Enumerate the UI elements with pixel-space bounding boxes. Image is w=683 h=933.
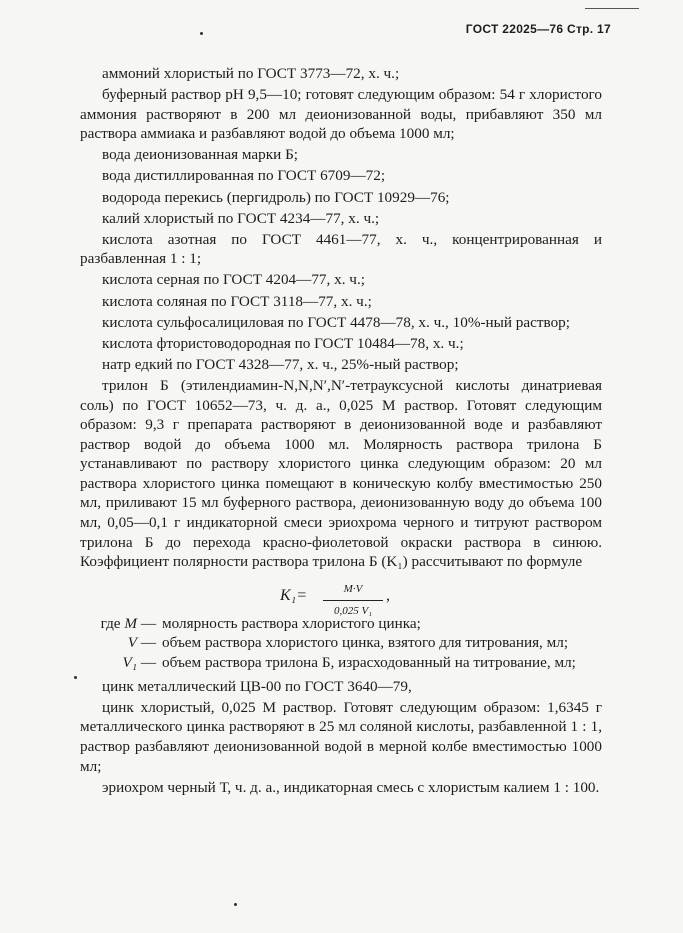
paragraph: кислота фтористоводородная по ГОСТ 10484—78, х. ч.; <box>102 334 464 352</box>
formula-lhs: K₁= <box>280 586 308 604</box>
paragraph: калий хлористый по ГОСТ 4234—77, х. ч.; <box>102 209 380 227</box>
paragraph: вода деионизованная марки Б; <box>102 146 299 164</box>
paragraph: кислота соляная по ГОСТ 3118—77, х. ч.; <box>102 292 372 310</box>
definition-symbol: где M — <box>100 614 156 632</box>
paragraph: цинк металлический ЦВ-00 по ГОСТ 3640—79, <box>102 677 412 695</box>
formula <box>80 580 602 618</box>
formula-numerator: M·V <box>323 580 383 602</box>
scan-speck <box>234 903 237 906</box>
definition-text: объем раствора трилона Б, израсходованный на титрование, мл; <box>162 654 576 672</box>
paragraph: кислота сульфосалициловая по ГОСТ 4478—78, х. ч., 10%-ный раствор; <box>102 313 570 331</box>
scan-speck <box>200 32 203 35</box>
definition-symbol: V₁ — <box>122 654 156 672</box>
definition-symbol: V — <box>127 634 156 652</box>
formula-denominator: 0,025 V₁ <box>333 605 373 618</box>
scan-speck <box>74 676 77 679</box>
paragraph: кислота азотная по ГОСТ 4461—77, х. ч., концентрированная и разбавленная 1 : 1; <box>80 230 602 268</box>
definition-row <box>80 653 602 673</box>
paragraph: вода дистиллированная по ГОСТ 6709—72; <box>102 167 386 185</box>
paragraph: водорода перекись (пергидроль) по ГОСТ 10929—76; <box>102 188 450 206</box>
paragraph: натр едкий по ГОСТ 4328—77, х. ч., 25%-ный раствор; <box>102 355 459 373</box>
paragraph: трилон Б (этилендиамин-N,N,N′,N′-тетрауксусной кислоты динатриевая соль) по ГОСТ 10652—73, ч. д. а., 0,025 М раствор. Готовят следующим образом: 9,3 г препарата растворяют в деионизованной воде и разбавляют раствор водой до объема 1000 мл. Молярность раствора трилона Б устанавливают по раствору хлористого цинка следующим образом: 20 мл раствора хлористого цинка помещают в коническую колбу вместимостью 250 мл, приливают 15 мл буферного раствора, деионизованную воду до объема 100 мл, 0,05—0,1 г индикаторной смеси эриохрома черного и титруют раствором трилона Б до перехода красно-фиолетовой окраски раствора в синюю. Коэффициент полярности раствора трилона Б (K₁) рассчитывают по формуле <box>80 376 602 571</box>
paragraph: кислота серная по ГОСТ 4204—77, х. ч.; <box>102 271 365 289</box>
document-body <box>80 64 602 799</box>
definition-text: объем раствора хлористого цинка, взятого для титрования, мл; <box>162 634 569 652</box>
definitions-list <box>80 614 602 673</box>
formula-comma: , <box>386 586 390 604</box>
formula-fraction <box>323 580 383 622</box>
paragraph: эриохром черный Т, ч. д. а., индикаторная смесь с хлористым калием 1 : 100. <box>102 778 600 796</box>
paragraph: цинк хлористый, 0,025 М раствор. Готовят следующим образом: 1,6345 г металлического цинка растворяют в 25 мл соляной кислоты, разбавленной 1 : 1, раствор разбавляют деионизованной водой в мерной колбе вместимостью 1000 мл; <box>80 698 602 775</box>
definition-row <box>80 633 602 653</box>
paragraph: буферный раствор рН 9,5—10; готовят следующим образом: 54 г хлористого аммония растворяют в 200 мл деионизованной воды, прибавляют 350 мл раствора аммиака и разбавляют водой до объема 1000 мл; <box>80 86 602 143</box>
paragraph: аммоний хлористый по ГОСТ 3773—72, х. ч.; <box>102 65 400 82</box>
page-header: ГОСТ 22025—76 Стр. 17 <box>465 22 611 36</box>
top-rule <box>585 8 639 9</box>
definition-text: молярность раствора хлористого цинка; <box>162 614 421 632</box>
